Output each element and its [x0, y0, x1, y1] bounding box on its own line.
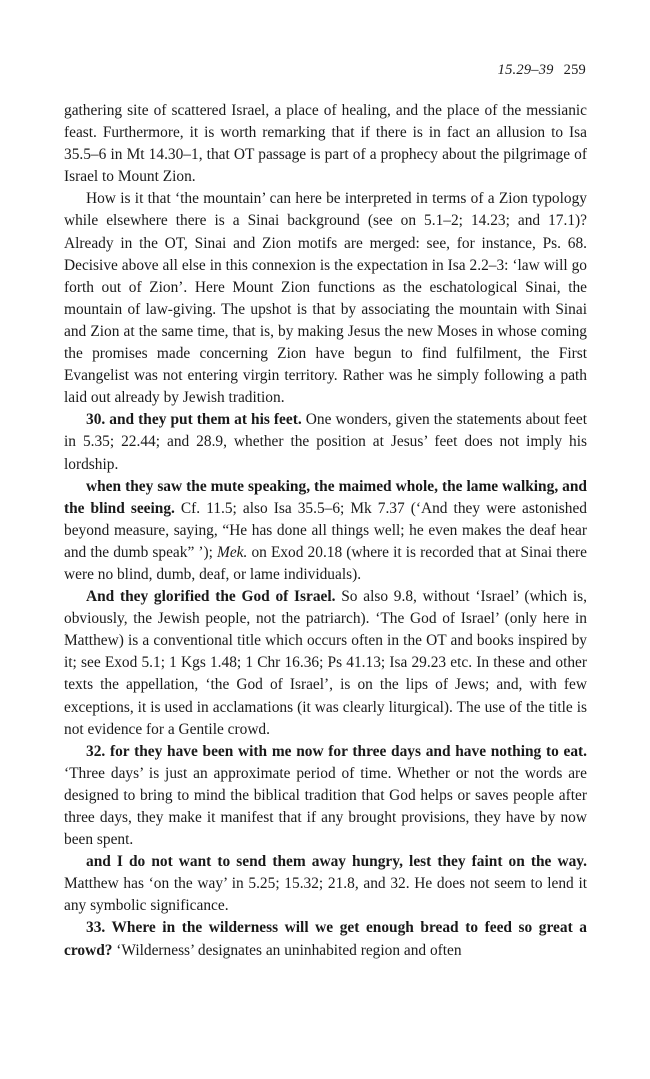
verse-lemma: And they glorified the God of Israel. — [86, 588, 336, 606]
paragraph-text: ‘Three days’ is just an approximate period of time. Whether or not the words are designed to bring to mind the biblical tradition that God helps or saves people after three days, they make it manifest that if any brought provisions, they have by now been spent. — [64, 764, 587, 849]
verse-lemma: when they saw the mute speaking, the maimed whole, the lame walking, and the blind seeing. — [64, 477, 587, 517]
paragraph-text: How is it that ‘the mountain’ can here be interpreted in terms of a Zion typology while elsewhere there is a Sinai background (see on 5.1–2; 14.23; and 17.1)? Already in the OT, Sinai and Zion motifs are merged: see, for instance, Ps. 68. Decisive above all else in this connexion is the expectation in Isa 2.2–3: ‘law will go forth out of Zion’. Here Mount Zion functions as the eschatological Sinai, the mountain of law-giving. The upshot is that by associating the mountain with Sinai and Zion at the same time, that is, by making Jesus the new Moses in whose coming the promises made concerning Zion have begun to find fulfilment, the First Evangelist was not entering virgin territory. Rather was he simply following a path laid out already by Jewish tradition. — [64, 190, 587, 407]
paragraph-text: Matthew has ‘on the way’ in 5.25; 15.32; 21.8, and 32. He does not seem to lend it any symbolic significance. — [64, 875, 587, 915]
paragraph-text: gathering site of scattered Israel, a place of healing, and the place of the messianic feast. Furthermore, it is worth remarking that if there is in fact an allusion to Isa 35.5–6 in Mt 14.30–1, that OT passage is part of a prophecy about the pilgrimage of Israel to Mount Zion. — [64, 102, 587, 186]
commentary-body — [64, 100, 587, 962]
running-head — [498, 62, 586, 79]
paragraph-text: on Exod 20.18 (where it is recorded that at Sinai there were no blind, dumb, deaf, or lame individuals). — [64, 543, 587, 583]
verse-range: 15.29–39 — [497, 62, 554, 78]
paragraph-verse-33 — [64, 917, 587, 961]
paragraph-text: ‘Wilderness’ designates an uninhabited region and often — [112, 941, 462, 959]
paragraph-text: One wonders, given the statements about feet in 5.35; 22.44; and 28.9, whether the position at Jesus’ feet does not imply his lordship. — [64, 411, 587, 473]
page-number: 259 — [563, 62, 586, 78]
paragraph-verse-32b — [64, 851, 587, 917]
verse-lemma: 33. Where in the wilderness will we get enough bread to feed so great a crowd? — [64, 919, 587, 959]
paragraph-zion-typology — [64, 188, 587, 409]
paragraph-text: So also 9.8, without ‘Israel’ (which is, obviously, the Jewish people, not the patriarch). ‘The God of Israel’ (only here in Matthew) is a conventional title which occurs often in the OT and books inspired by it; see Exod 5.1; 1 Kgs 1.48; 1 Chr 16.36; Ps 41.13; Isa 29.23 etc. In these and other texts the appellation, ‘the God of Israel’, is on the lips of Jews; and, with few exceptions, it is used in acclamations (it was clearly liturgical). The use of the title is not evidence for a Gentile crowd. — [64, 588, 587, 738]
paragraph-continuation — [64, 100, 587, 188]
paragraph-text: Cf. 11.5; also Isa 35.5–6; Mk 7.37 (‘And they were astonished beyond measure, saying, “He has done all things well; he even makes the deaf hear and the dumb speak” ’); — [64, 499, 587, 561]
italic-citation: Mek. — [217, 543, 248, 561]
paragraph-verse-30 — [64, 409, 587, 475]
verse-lemma: 32. for they have been with me now for three days and have nothing to eat. — [86, 742, 587, 760]
paragraph-verse-32a — [64, 741, 587, 851]
verse-lemma: and I do not want to send them away hungry, lest they faint on the way. — [86, 853, 587, 871]
paragraph-verse-31a — [64, 476, 587, 586]
verse-lemma: 30. and they put them at his feet. — [86, 411, 302, 429]
paragraph-verse-31b — [64, 586, 587, 741]
